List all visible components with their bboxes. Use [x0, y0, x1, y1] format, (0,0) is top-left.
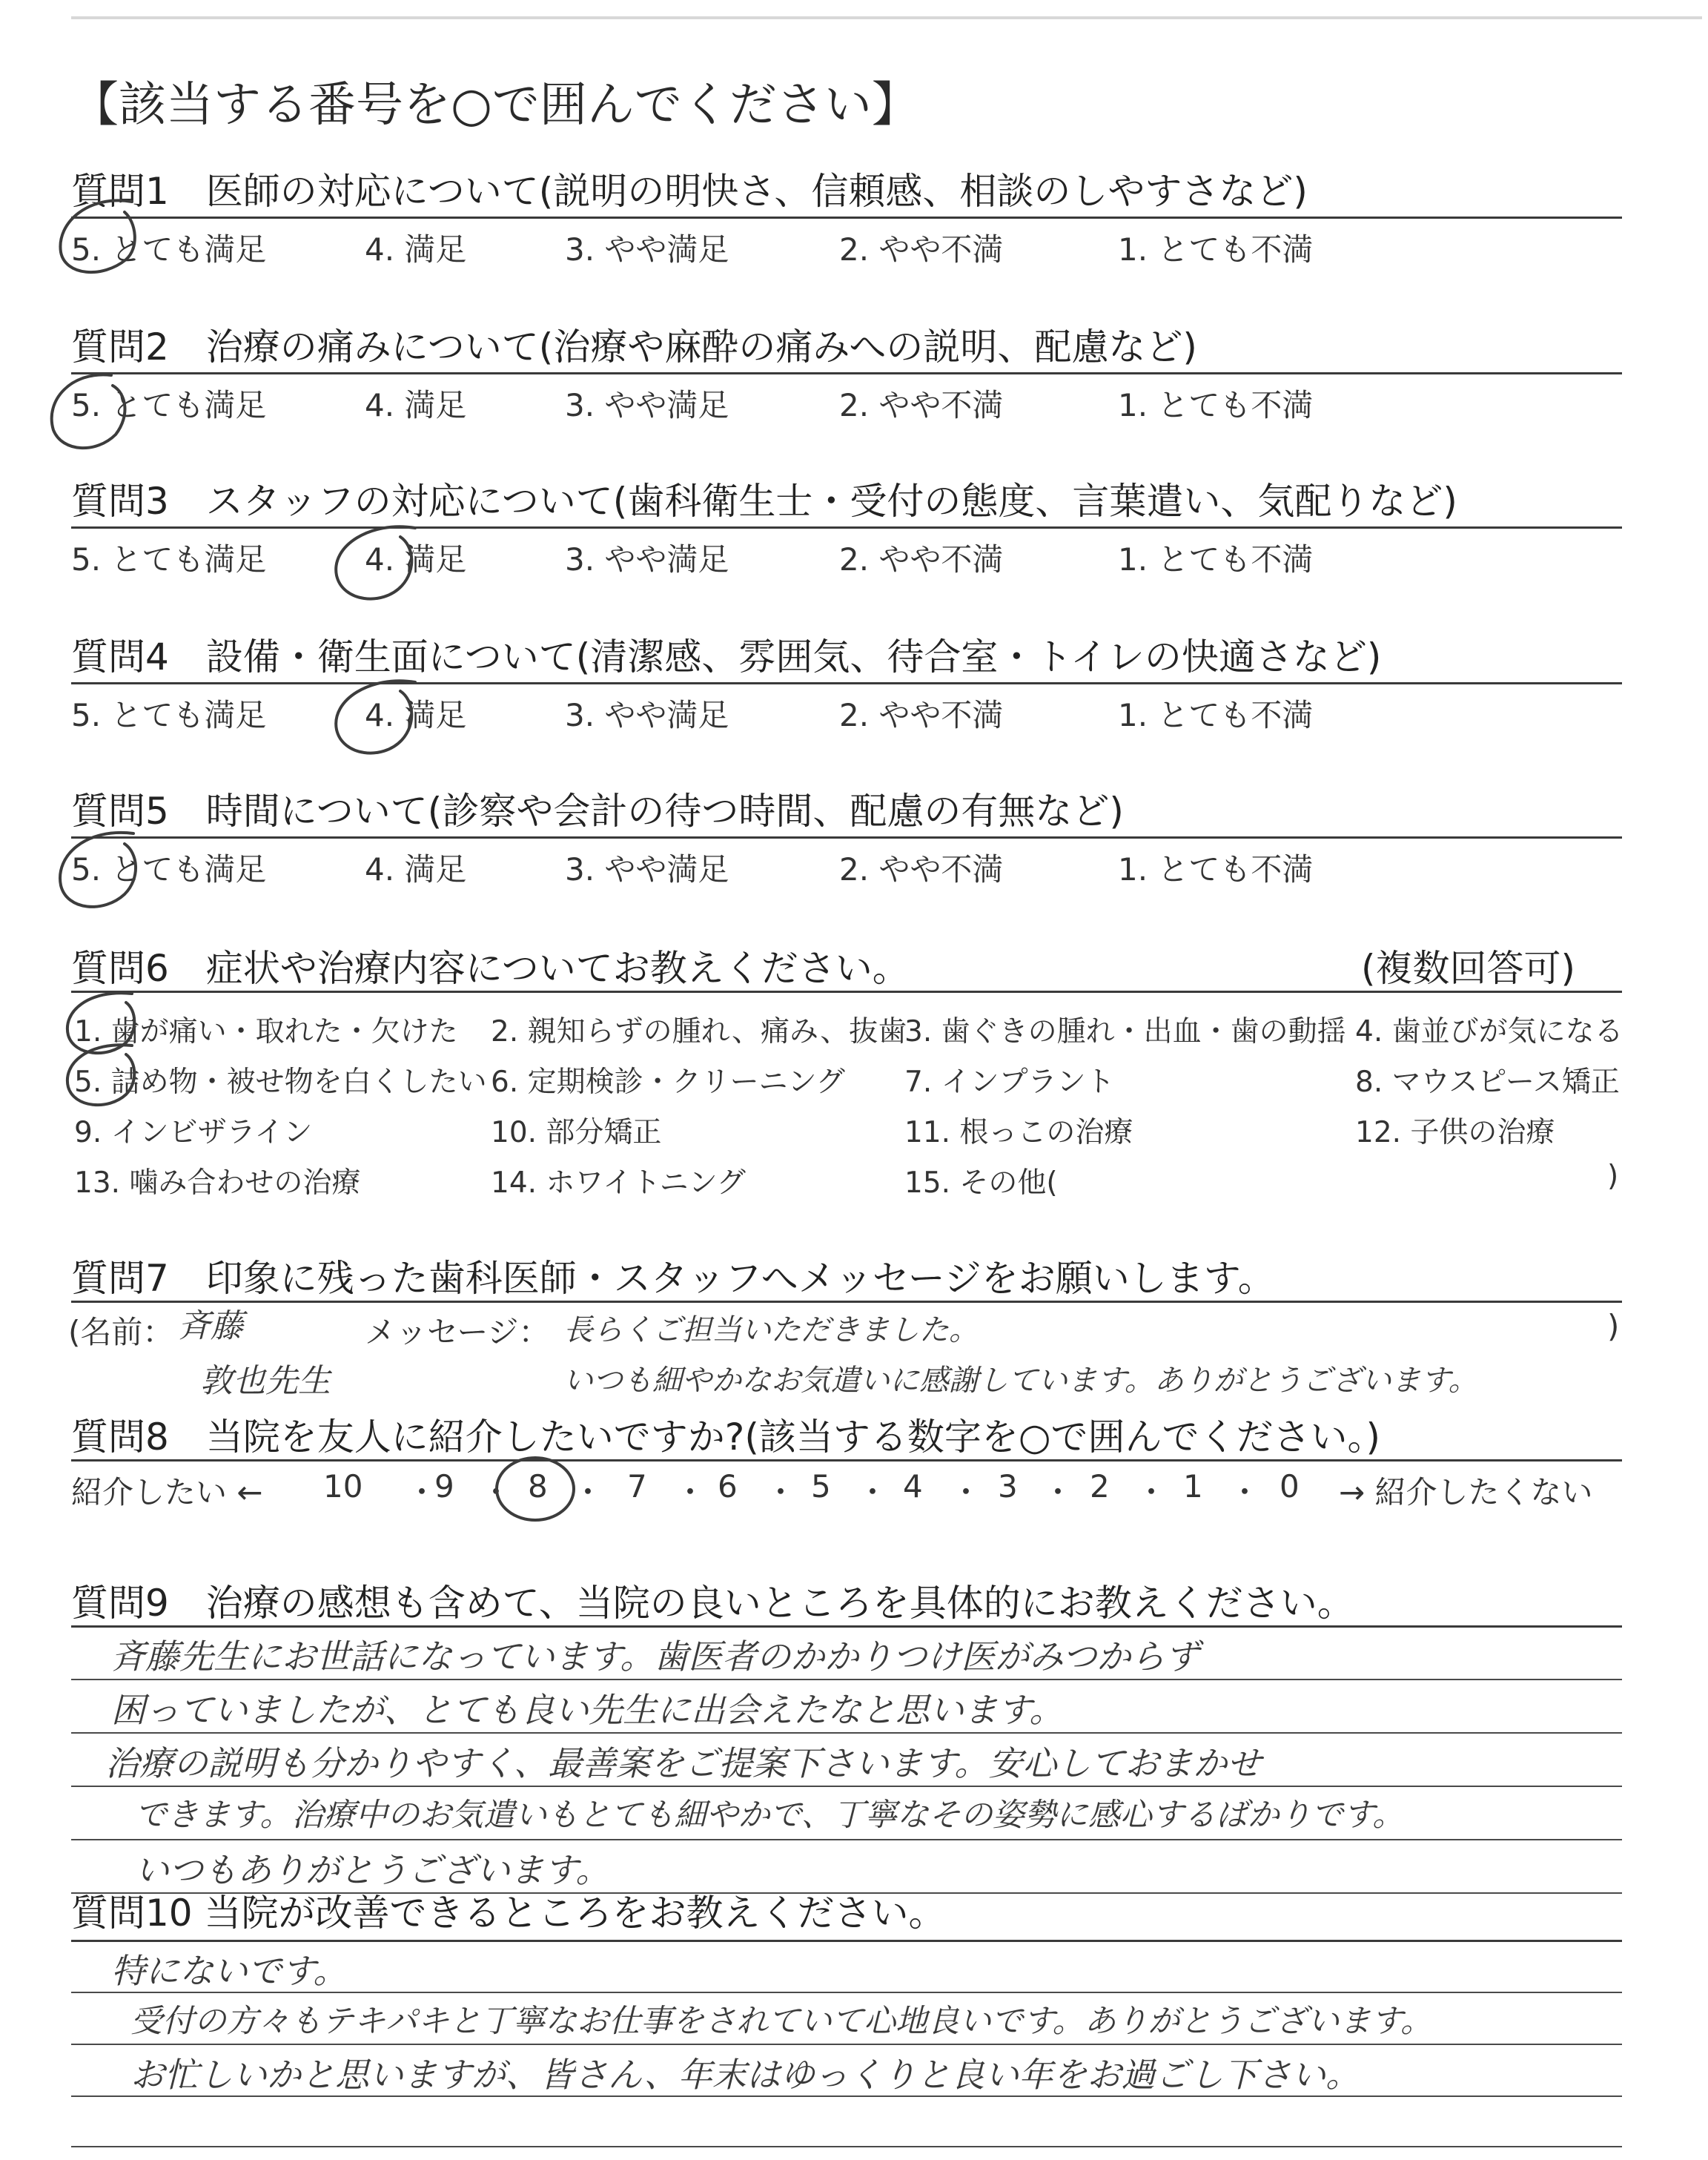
q3-label: 質問3 スタッフの対応について(歯科衛生士・受付の態度、言葉遣い、気配りなど) [71, 480, 1457, 523]
q2-option-2[interactable]: 2. やや不満 [839, 387, 1004, 423]
q2-option-3[interactable]: 3. やや満足 [565, 387, 729, 423]
q8-right-label: → 紹介したくない [1339, 1474, 1593, 1510]
q8-dot: ・ [950, 1474, 982, 1510]
q8-dot: ・ [406, 1474, 438, 1510]
q3-option-4[interactable]: 4. 満足 [365, 541, 467, 578]
q8-dot: ・ [1136, 1474, 1168, 1510]
q4-option-4[interactable]: 4. 満足 [365, 697, 467, 733]
q4-option-3[interactable]: 3. やや満足 [565, 697, 729, 733]
q9-answer-line: 斉藤先生にお世話になっています。歯医者のかかりつけ医がみつからず [111, 1636, 1199, 1677]
q10-answer-line: 受付の方々もテキパキと丁寧なお仕事をされていて心地良いです。ありがとうございます。 [130, 2003, 1433, 2040]
q6-option-1[interactable]: 1. 歯が痛い・取れた・欠けた [74, 1015, 458, 1048]
q6-other-close: ) [1607, 1160, 1619, 1193]
q8-number-4[interactable]: 4 [903, 1468, 923, 1505]
q6-option-8[interactable]: 8. マウスピース矯正 [1355, 1066, 1620, 1099]
q8-number-2[interactable]: 2 [1090, 1468, 1110, 1505]
q8-dot: ・ [1042, 1474, 1074, 1510]
page-title: 【該当する番号を○で囲んでください】 [71, 78, 919, 133]
q6-option-6[interactable]: 6. 定期検診・クリーニング [491, 1066, 845, 1099]
q8-dot: ・ [1229, 1474, 1261, 1510]
q7-name-label: (名前： [68, 1314, 174, 1350]
q8-dot: ・ [480, 1474, 512, 1510]
q2-label: 質問2 治療の痛みについて(治療や麻酔の痛みへの説明、配慮など) [71, 326, 1197, 369]
q2-option-4[interactable]: 4. 満足 [365, 387, 467, 423]
q7-close-paren: ) [1607, 1308, 1620, 1344]
q6-option-9[interactable]: 9. インビザライン [74, 1116, 313, 1149]
q9-answer-line: 治療の説明も分かりやすく、最善案をご提案下さいます。安心しておまかせ [105, 1743, 1262, 1783]
q4-option-5[interactable]: 5. とても満足 [71, 697, 267, 733]
q8-left-label: 紹介したい ← [71, 1474, 263, 1510]
q2-option-5[interactable]: 5. とても満足 [71, 387, 267, 423]
q1-selection-circle [60, 200, 134, 272]
q2-selection-circle [52, 374, 125, 448]
q9-answer-line: 困っていましたが、とても良い先生に出会えたなと思います。 [111, 1690, 1064, 1730]
q6-option-12[interactable]: 12. 子供の治療 [1355, 1116, 1555, 1149]
q1-option-5[interactable]: 5. とても満足 [71, 231, 267, 268]
q6-option-7[interactable]: 7. インプラント [904, 1066, 1115, 1099]
q8-number-9[interactable]: 9 [434, 1468, 454, 1505]
q5-option-4[interactable]: 4. 満足 [365, 851, 467, 888]
q6-option-3[interactable]: 3. 歯ぐきの腫れ・出血・歯の動揺 [904, 1015, 1346, 1048]
q8-number-0[interactable]: 0 [1280, 1468, 1300, 1505]
q10-answer-line: 特にないです。 [111, 1951, 348, 1991]
q7-message-line2[interactable]: いつも細やかなお気遣いに感謝しています。ありがとうございます。 [563, 1364, 1478, 1398]
q6-option-2[interactable]: 2. 親知らずの腫れ、痛み、抜歯 [491, 1015, 907, 1048]
q6-option-4[interactable]: 4. 歯並びが気になる [1355, 1015, 1623, 1048]
q5-option-2[interactable]: 2. やや不満 [839, 851, 1004, 888]
q8-dot: ・ [857, 1474, 889, 1510]
q8-number-8[interactable]: 8 [528, 1468, 548, 1505]
q5-option-3[interactable]: 3. やや満足 [565, 851, 729, 888]
q8-selection-circle [497, 1458, 574, 1520]
q4-selection-circle [336, 681, 415, 753]
q8-label: 質問8 当院を友人に紹介したいですか?(該当する数字を○で囲んでください。) [71, 1416, 1380, 1459]
q9-label: 質問9 治療の感想も含めて、当院の良いところを具体的にお教えください。 [71, 1582, 1354, 1625]
q7-name-line2[interactable]: 敦也先生 [200, 1362, 331, 1400]
q6-multi-note: (複数回答可) [1361, 947, 1576, 990]
q3-option-3[interactable]: 3. やや満足 [565, 541, 729, 578]
q1-option-2[interactable]: 2. やや不満 [839, 231, 1004, 268]
q4-option-1[interactable]: 1. とても不満 [1118, 697, 1314, 733]
q7-message-line1[interactable]: 長らくご担当いただきました。 [563, 1313, 979, 1347]
q5-label: 質問5 時間について(診察や会計の待つ時間、配慮の有無など) [71, 790, 1124, 833]
q8-number-5[interactable]: 5 [811, 1468, 831, 1505]
q3-selection-circle [336, 526, 415, 598]
q8-number-1[interactable]: 1 [1183, 1468, 1203, 1505]
q8-number-10[interactable]: 10 [323, 1468, 363, 1505]
q8-number-7[interactable]: 7 [627, 1468, 647, 1505]
q6-option-14[interactable]: 14. ホワイトニング [491, 1166, 746, 1200]
q5-selection-circle [60, 833, 136, 907]
q3-option-2[interactable]: 2. やや不満 [839, 541, 1004, 578]
q2-option-1[interactable]: 1. とても不満 [1118, 387, 1314, 423]
q3-option-5[interactable]: 5. とても満足 [71, 541, 267, 578]
q8-number-3[interactable]: 3 [998, 1468, 1018, 1505]
q8-dot: ・ [675, 1474, 706, 1510]
q7-message-label: メッセージ： [365, 1314, 550, 1350]
q3-option-1[interactable]: 1. とても不満 [1118, 541, 1314, 578]
q6-option-5[interactable]: 5. 詰め物・被せ物を白くしたい [74, 1066, 487, 1099]
q6-option-15[interactable]: 15. その他( [904, 1166, 1058, 1200]
q5-option-1[interactable]: 1. とても不満 [1118, 851, 1314, 888]
q6-option-11[interactable]: 11. 根っこの治療 [904, 1116, 1133, 1149]
q8-number-6[interactable]: 6 [718, 1468, 738, 1505]
q9-answer-line: できます。治療中のお気遣いもとても細やかで、丁寧なその姿勢に感心するばかりです。 [135, 1797, 1405, 1834]
q1-option-3[interactable]: 3. やや満足 [565, 231, 729, 268]
q6-option-13[interactable]: 13. 噛み合わせの治療 [74, 1166, 361, 1200]
q9-answer-line: いつもありがとうございます。 [135, 1850, 610, 1890]
q1-option-4[interactable]: 4. 満足 [365, 231, 467, 268]
q6-option-10[interactable]: 10. 部分矯正 [491, 1116, 662, 1149]
q8-dot: ・ [572, 1474, 604, 1510]
q10-answer-line: お忙しいかと思いますが、皆さん、年末はゆっくりと良い年をお過ごし下さい。 [130, 2055, 1360, 2095]
q7-name-line1[interactable]: 斉藤 [178, 1307, 243, 1345]
q6-label: 質問6 症状や治療内容についてお教えください。 [71, 947, 910, 990]
q5-option-5[interactable]: 5. とても満足 [71, 851, 267, 888]
q7-label: 質問7 印象に残った歯科医師・スタッフへメッセージをお願いします。 [71, 1257, 1275, 1300]
q10-label: 質問10 当院が改善できるところをお教えください。 [71, 1892, 946, 1935]
q1-option-1[interactable]: 1. とても不満 [1118, 231, 1314, 268]
q1-label: 質問1 医師の対応について(説明の明快さ、信頼感、相談のしやすさなど) [71, 170, 1308, 213]
q8-dot: ・ [765, 1474, 797, 1510]
q4-label: 質問4 設備・衛生面について(清潔感、雰囲気、待合室・トイレの快適さなど) [71, 635, 1382, 678]
q4-option-2[interactable]: 2. やや不満 [839, 697, 1004, 733]
